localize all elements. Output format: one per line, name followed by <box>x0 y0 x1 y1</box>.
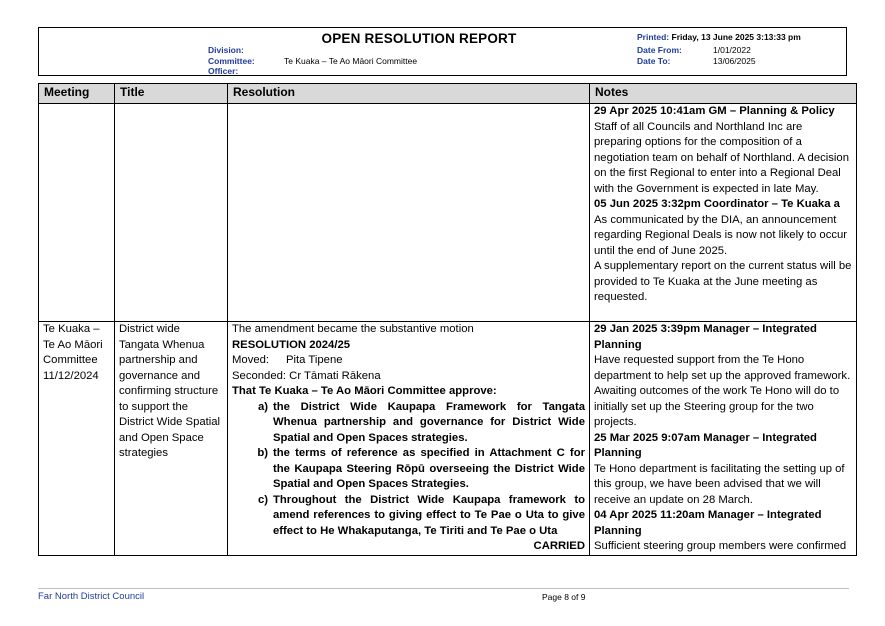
note-heading: 05 Jun 2025 3:32pm Coordinator – Te Kuaka a <box>594 198 840 210</box>
item-text: the District Wide Kaupapa Framework for Tangata Whenua partnership and governance for District Wide Spatial and Open Spaces strategies. <box>273 400 585 444</box>
officer-label: Officer: <box>208 66 239 76</box>
resolution-cell <box>228 104 590 322</box>
division-label: Division: <box>208 45 244 55</box>
printed-label: Printed: <box>637 32 670 42</box>
item-letter: b) <box>257 447 268 459</box>
title-cell: District wide Tangata Whenua partnership and governance and confirming structure to support the District Wide Spatial and Open Space strategies <box>115 322 228 556</box>
notes-cell <box>590 322 857 556</box>
printed-info <box>637 32 801 42</box>
item-text: the terms of reference as specified in Attachment C for the Kaupapa Steering Rōpū overseeing the District Wide Spatial and Open Spaces Strategies. <box>273 447 585 490</box>
approve-line: That Te Kuaka – Te Ao Māori Committee approve: <box>232 385 497 397</box>
printed-value: Friday, 13 June 2025 3:13:33 pm <box>671 32 801 42</box>
note-heading: 29 Apr 2025 10:41am GM – Planning & Policy <box>594 105 835 117</box>
note-heading: 04 Apr 2025 11:20am Manager – Integrated Planning <box>594 509 822 537</box>
note-text: Te Hono department is facilitating the setting up of this group, we have been advised that we will receive an update on 28 March. <box>594 462 845 506</box>
note-text: As communicated by the DIA, an announcement regarding Regional Deals is now not likely to occur until the end of June 2025. <box>594 213 848 257</box>
column-header-notes: Notes <box>590 84 857 104</box>
resolution-number: RESOLUTION 2024/25 <box>232 338 351 351</box>
note-text: Sufficient steering group members were confirmed <box>594 540 847 552</box>
resolution-item <box>232 493 585 540</box>
moved-line <box>232 353 585 369</box>
date-to-label: Date To: <box>637 56 671 66</box>
note-text: A supplementary report on the current status will be provided to Te Kuaka at the June meeting as requested. <box>594 260 852 303</box>
resolution-item <box>232 400 585 447</box>
notes-cell <box>590 104 857 322</box>
column-header-meeting: Meeting <box>39 84 115 104</box>
table-header-row <box>39 84 857 104</box>
moved-label: Moved: <box>232 354 270 366</box>
footer-page-number: Page 8 of 9 <box>542 592 586 602</box>
note-heading: 25 Mar 2025 9:07am Manager – Integrated Planning <box>594 431 817 459</box>
meeting-cell <box>39 104 115 322</box>
committee-label: Committee: <box>208 56 255 66</box>
meeting-cell: Te Kuaka – Te Ao Māori Committee 11/12/2024 <box>39 322 115 556</box>
carried-label: CARRIED <box>533 540 585 552</box>
column-header-resolution: Resolution <box>228 84 590 104</box>
date-from-label: Date From: <box>637 45 682 55</box>
item-text: Throughout the District Wide Kaupapa framework to amend references to giving effect to Te Pae o Uta to give effect to He Whakaputanga, Te Tiriti and Te Pae o Uta <box>273 493 585 537</box>
date-from-value: 1/01/2022 <box>713 45 751 55</box>
report-header <box>38 27 847 76</box>
note-heading: 29 Jan 2025 3:39pm Manager – Integrated Planning <box>594 323 817 351</box>
column-header-title: Title <box>115 84 228 104</box>
moved-value: Pita Tipene <box>286 354 343 366</box>
footer-divider <box>38 588 849 589</box>
seconded-line: Seconded: Cr Tāmati Rākena <box>232 369 381 382</box>
table-row <box>39 104 857 322</box>
committee-value: Te Kuaka – Te Ao Māori Committee <box>284 56 418 66</box>
title-cell <box>115 104 228 322</box>
date-to-value: 13/06/2025 <box>713 56 756 66</box>
item-letter: c) <box>257 493 268 506</box>
footer-council: Far North District Council <box>38 591 145 602</box>
resolution-table <box>38 83 857 556</box>
resolution-intro: The amendment became the substantive motion <box>232 323 474 335</box>
note-text: Have requested support from the Te Hono department to help set up the approved framework. Awaiting outcomes of the work Te Hono will do to initially set up the Steering group for the two projects. <box>594 354 851 428</box>
report-title: OPEN RESOLUTION REPORT <box>321 31 517 46</box>
resolution-item <box>232 446 585 493</box>
note-text: Staff of all Councils and Northland Inc are preparing options for the composition of a negotiation team on behalf of Northland. A decision on the first Regional to enter into a Regional Deal with the Government is expected in late May. <box>594 120 849 195</box>
item-letter: a) <box>257 400 268 413</box>
resolution-cell <box>228 322 590 556</box>
table-row <box>39 322 857 556</box>
